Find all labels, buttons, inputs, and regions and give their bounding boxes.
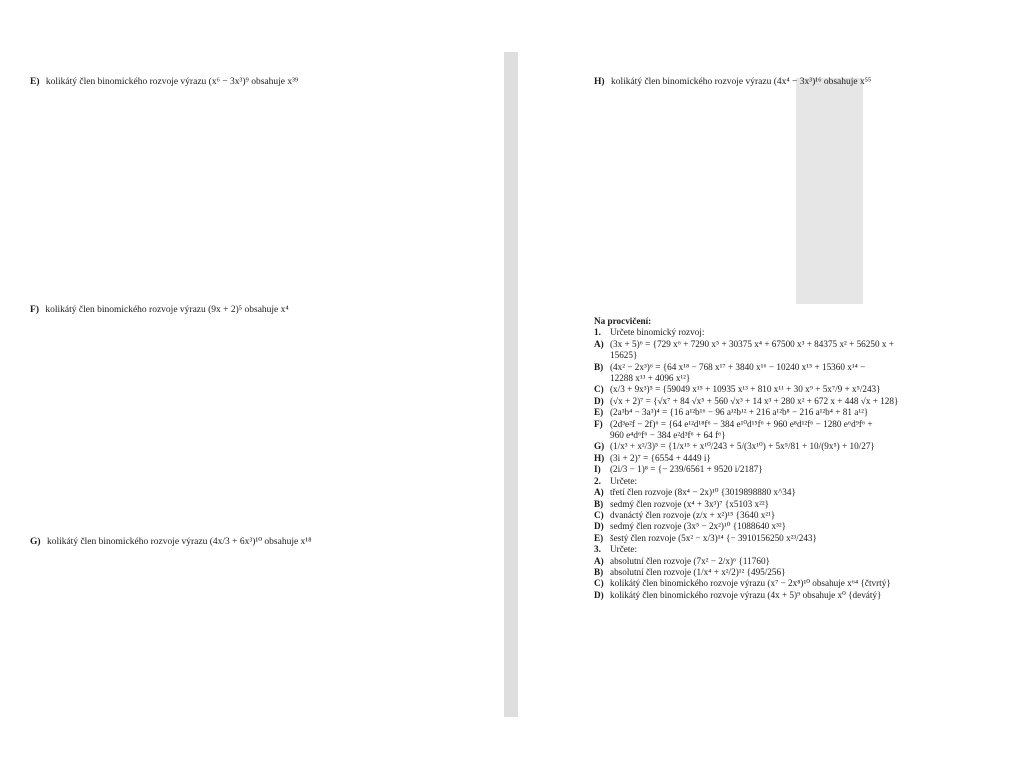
practice-line-label: D) [594, 521, 604, 532]
practice-line-label: E) [594, 532, 604, 543]
practice-line [594, 556, 994, 567]
practice-line [594, 396, 994, 407]
question-text: kolikátý člen binomického rozvoje výrazu (4x⁴ − 3x³)¹⁶ obsahuje x⁵⁵ [610, 77, 872, 87]
practice-line-text: Určete binomický rozvoj: [610, 327, 705, 338]
practice-line-text: kolikátý člen binomického rozvoje výrazu (4x + 5)⁹ obsahuje x⁰ {devátý} [610, 589, 882, 600]
question-label: E [30, 77, 37, 87]
practice-line-text: kolikátý člen binomického rozvoje výrazu (x⁷ − 2x⁸)¹⁰ obsahuje x⁶⁴ {čtvrtý} [610, 578, 891, 589]
practice-line-text: Určete: [610, 544, 638, 555]
practice-list [594, 327, 994, 601]
question-text: kolikátý člen binomického rozvoje výrazu (9x + 2)⁵ obsahuje x⁴ [45, 305, 289, 315]
practice-line [594, 384, 994, 395]
practice-line-label: 1. [594, 327, 601, 338]
practice-line-text: sedmý člen rozvoje (x⁴ + 3x³)⁷ {x5103 x²²} [610, 498, 770, 509]
practice-line [594, 373, 994, 384]
practice-line-text: (x/3 + 9x³)⁵ = {59049 x¹⁵ + 10935 x¹³ + 810 x¹¹ + 30 x⁹ + 5x⁷/9 + x⁵/243} [610, 384, 881, 395]
practice-line-text: Určete: [610, 475, 638, 486]
practice-line [594, 476, 994, 487]
practice-line-label: E) [594, 407, 604, 418]
practice-line [594, 327, 994, 338]
page-divider [504, 52, 518, 717]
practice-line-label: 3. [594, 544, 601, 555]
practice-line-text: absolutní člen rozvoje (1/x⁴ + x²/2)¹² {495/256} [610, 566, 786, 577]
practice-line-text: dvanáctý člen rozvoje (z/x + x²)¹⁵ {3640 x²¹} [610, 509, 776, 520]
question-label: F [30, 305, 36, 315]
practice-line-label: C) [594, 509, 604, 520]
practice-line-text: šestý člen rozvoje (5x² − x/3)¹⁴ {− 3910156250 x²³/243} [610, 532, 817, 543]
practice-line-label: B) [594, 498, 604, 509]
shaded-answer-area [796, 78, 863, 304]
question-close: ) [35, 305, 39, 315]
practice-line-text: 15625} [610, 350, 638, 361]
practice-line [594, 441, 994, 452]
question-label: H [594, 77, 602, 87]
practice-line-text: (2a³b⁴ − 3a³)⁴ = {16 a¹²b¹⁶ − 96 a¹²b¹² + 216 a¹²b⁸ − 216 a¹²b⁴ + 81 a¹²} [610, 407, 869, 418]
question-close: ) [37, 537, 41, 547]
practice-line-label: 2. [594, 475, 601, 486]
practice-line [594, 419, 994, 430]
practice-line-label: C) [594, 578, 604, 589]
practice-line-label: D) [594, 589, 604, 600]
question-label: G [30, 537, 38, 547]
question-close: ) [36, 77, 40, 87]
question-close: ) [601, 77, 605, 87]
question-f [30, 304, 289, 316]
practice-line-label: D) [594, 395, 604, 406]
question-text: kolikátý člen binomického rozvoje výrazu (4x/3 + 6x³)¹⁰ obsahuje x¹⁸ [46, 537, 312, 547]
practice-line [594, 350, 994, 361]
practice-heading: Na procvičení: [594, 316, 652, 326]
practice-line [594, 567, 994, 578]
question-g [30, 536, 311, 548]
practice-line [594, 578, 994, 589]
practice-line-text: (3i + 2)⁷ = {6554 + 4449 i} [610, 452, 711, 463]
practice-line-text: (√x + 2)⁷ = {√x⁷ + 84 √x⁵ + 560 √x³ + 14 x³ + 280 x² + 672 x + 448 √x + 128} [610, 395, 899, 406]
practice-line-text: (1/x³ + x²/3)⁵ = {1/x¹⁵ + x¹⁰/243 + 5/(3x¹⁰) + 5x⁵/81 + 10/(9x⁵) + 10/27} [610, 441, 875, 452]
question-text: kolikátý člen binomického rozvoje výrazu (x⁶ − 3x³)⁹ obsahuje x³⁹ [45, 77, 299, 87]
practice-line-label: B) [594, 566, 604, 577]
practice-line-text: sedmý člen rozvoje (3x⁵ − 2x²)¹⁰ {1088640 x³²} [610, 521, 787, 532]
question-h [594, 76, 871, 88]
practice-line [594, 464, 994, 475]
practice-line [594, 430, 994, 441]
practice-line-label: A) [594, 487, 604, 498]
practice-line-label: C) [594, 384, 604, 395]
practice-line [594, 521, 994, 532]
practice-line-label: A) [594, 555, 604, 566]
practice-line [594, 453, 994, 464]
practice-line-label: F) [594, 418, 603, 429]
practice-line [594, 544, 994, 555]
practice-line-text: třetí člen rozvoje (8x⁴ − 2x)¹⁰ {3019898880 x^34} [610, 487, 796, 498]
practice-line-text: (3x + 5)⁶ = {729 x⁶ + 7290 x⁵ + 30375 x⁴ + 67500 x³ + 84375 x² + 56250 x + [610, 338, 894, 349]
practice-line [594, 487, 994, 498]
practice-line [594, 362, 994, 373]
practice-section [594, 316, 994, 601]
practice-line-text: (4x² − 2x³)⁶ = {64 x¹⁸ − 768 x¹⁷ + 3840 x¹⁶ − 10240 x¹⁵ + 15360 x¹⁴ − [610, 361, 866, 372]
practice-line [594, 407, 994, 418]
practice-line-label: B) [594, 361, 604, 372]
practice-line-label: H) [594, 452, 605, 463]
practice-line [594, 590, 994, 601]
practice-line [594, 339, 994, 350]
practice-line [594, 533, 994, 544]
practice-line [594, 499, 994, 510]
practice-line-label: G) [594, 441, 605, 452]
practice-line-text: 960 e⁴d⁶f⁶ − 384 e²d³f⁶ + 64 f⁶} [610, 430, 726, 441]
practice-line-label: I) [594, 464, 601, 475]
practice-line-text: 12288 x¹³ + 4096 x¹²} [610, 373, 691, 384]
question-e [30, 76, 298, 88]
practice-line-label: A) [594, 338, 604, 349]
practice-line [594, 510, 994, 521]
practice-line-text: (2d³e²f − 2f)⁶ = {64 e¹²d¹⁸f⁶ − 384 e¹⁰d¹⁵f⁶ + 960 e⁸d¹²f⁶ − 1280 e⁶d⁹f⁶ + [610, 418, 873, 429]
practice-line-text: (2i/3 − 1)⁸ = {− 239/6561 + 9520 i/2187} [610, 464, 763, 475]
practice-line-text: absolutní člen rozvoje (7x² − 2/x)⁶ {11760} [610, 555, 770, 566]
